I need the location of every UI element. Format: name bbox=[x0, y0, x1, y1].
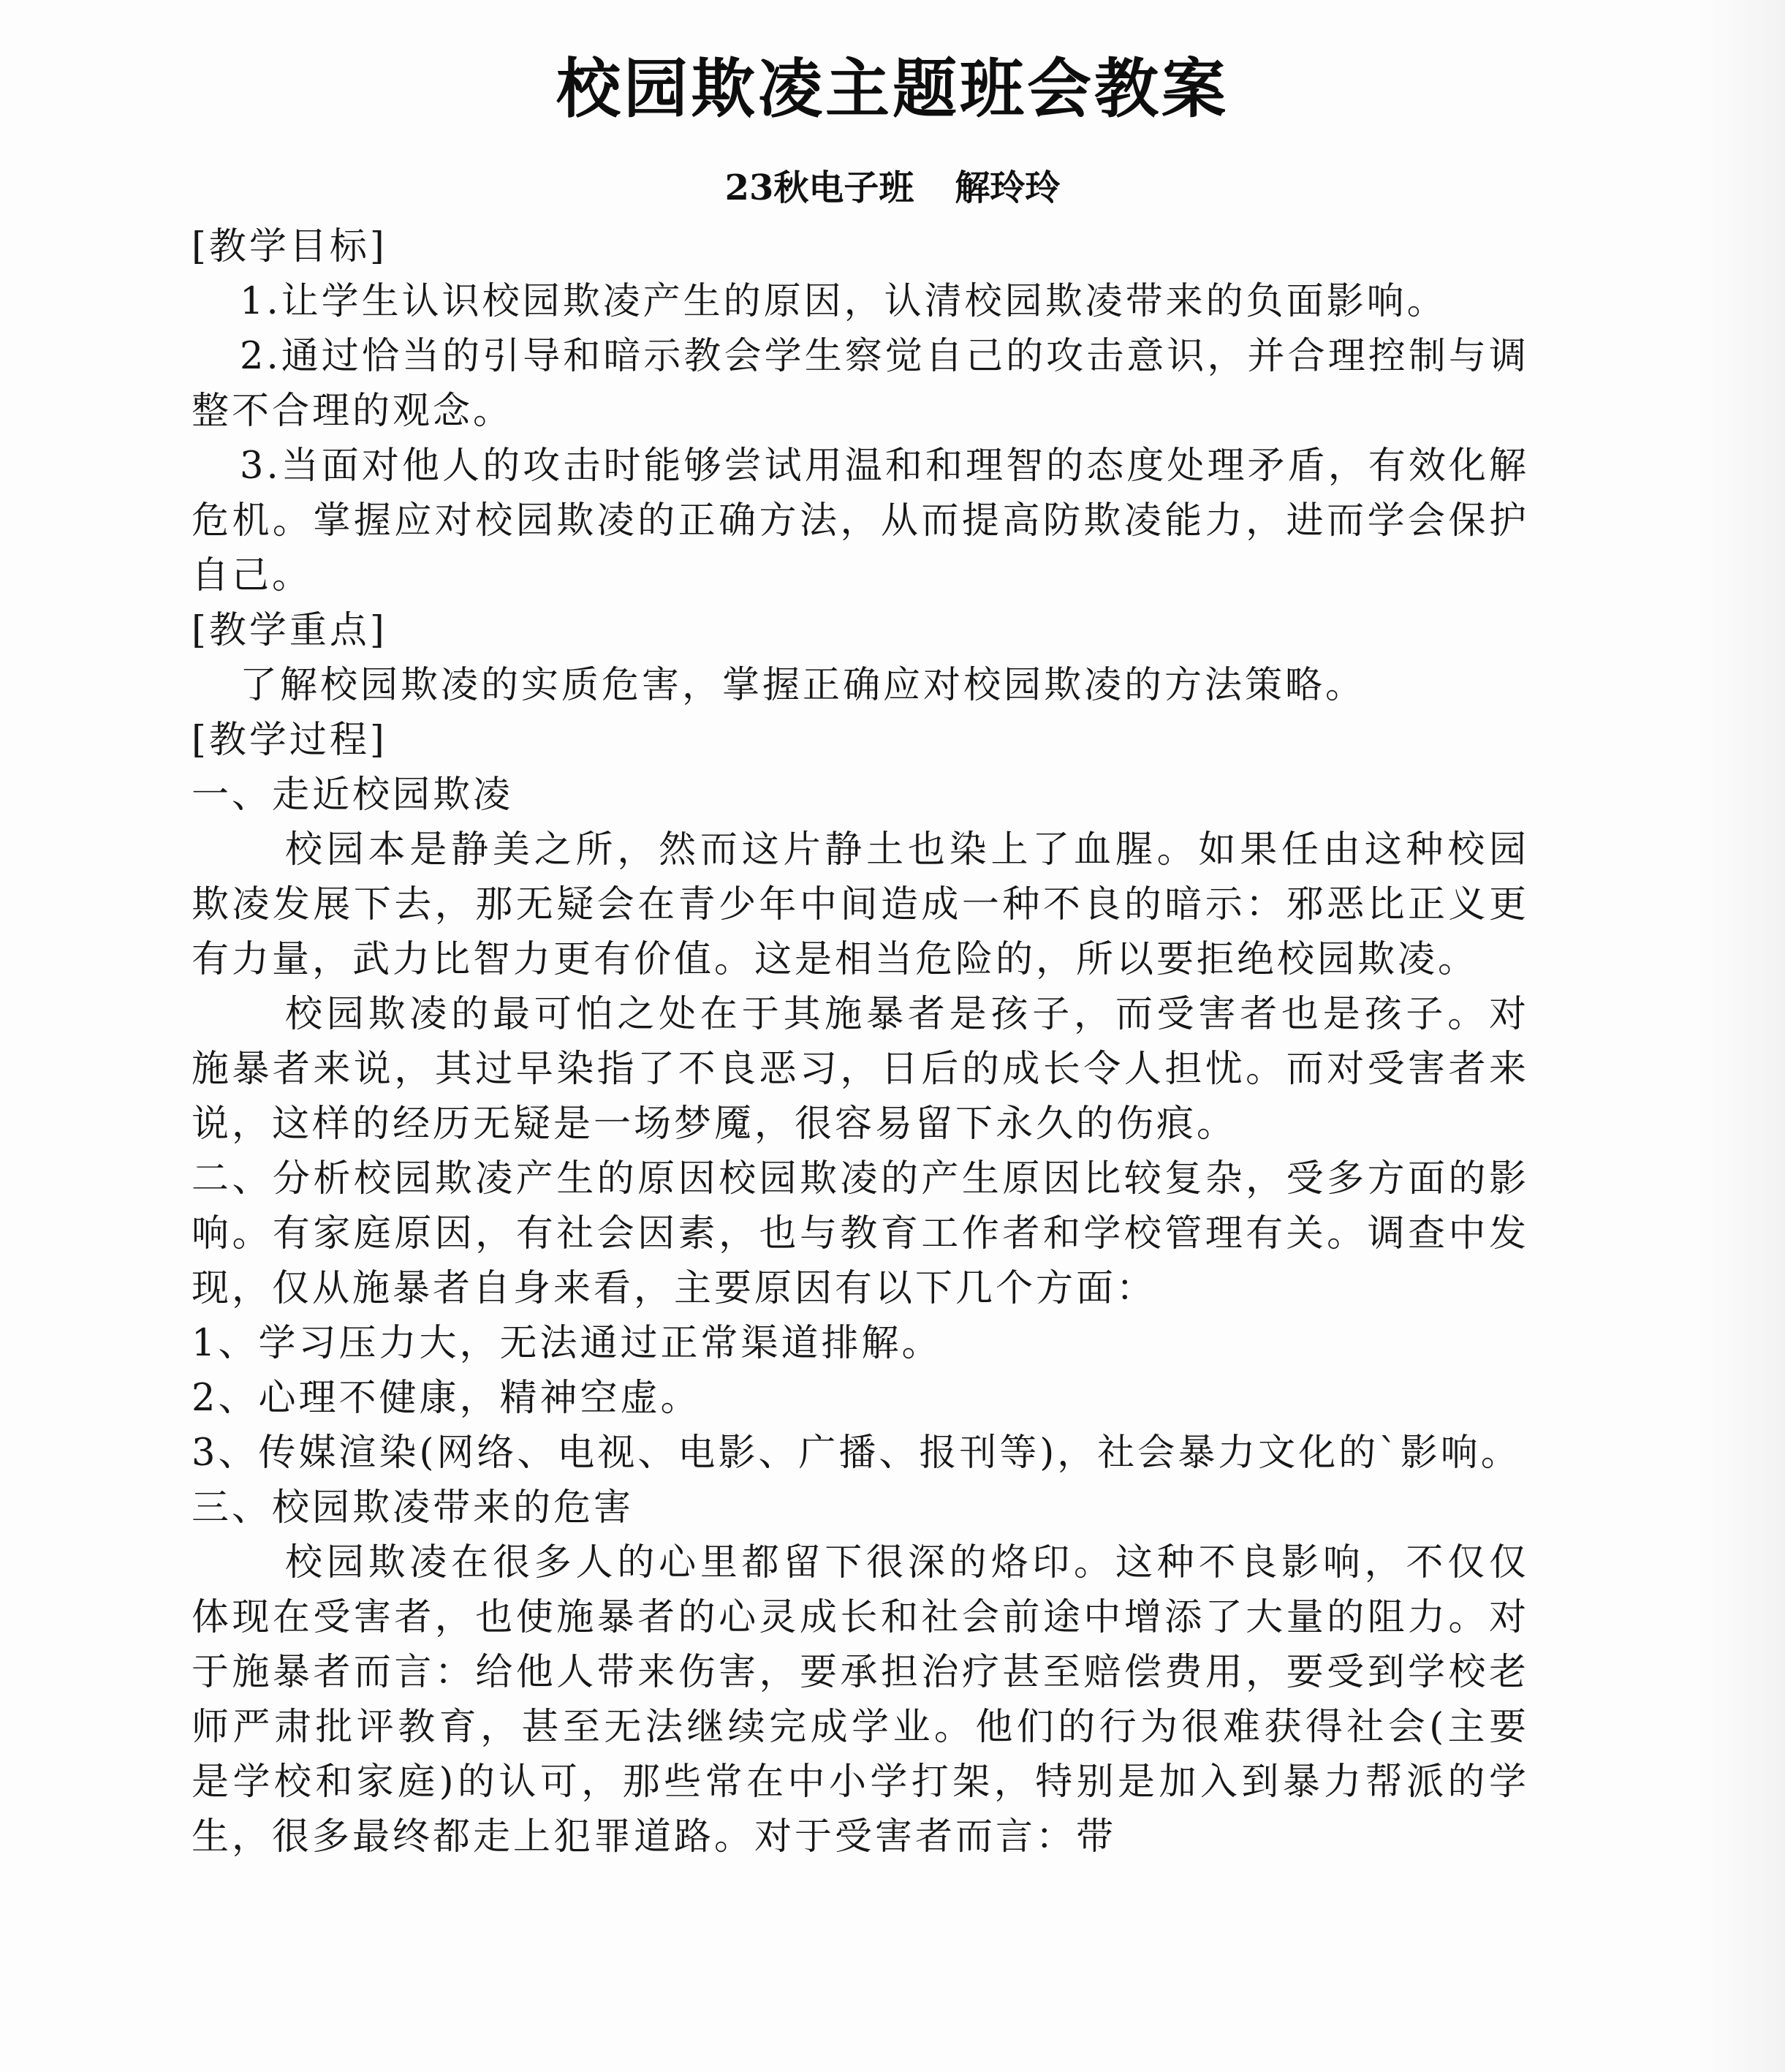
focus-text: 了解校园欺凌的实质危害，掌握正确应对校园欺凌的方法策略。 bbox=[240, 664, 1366, 707]
goal-2: 2.通过恰当的引导和暗示教会学生察觉自己的攻击意识，并合理控制与调整不合理的观念。 bbox=[192, 335, 1529, 433]
reason-3: 3、传媒渲染(网络、电视、电影、广播、报刊等)，社会暴力文化的`影响。 bbox=[192, 1432, 1521, 1475]
part1-paragraph-2: 校园欺凌的最可怕之处在于其施暴者是孩子，而受害者也是孩子。对施暴者来说，其过早染指了不良恶习，日后的成长令人担忧。而对受害者来说，这样的经历无疑是一场梦魇，很容易留下永久的伤痕。 bbox=[192, 993, 1529, 1146]
author-name: 解玲玲 bbox=[955, 167, 1061, 208]
focus-heading: [教学重点] bbox=[192, 609, 387, 652]
part1-paragraph-1: 校园本是静美之所，然而这片静土也染上了血腥。如果任由这种校园欺凌发展下去，那无疑会在青少年中间造成一种不良的暗示：邪恶比正义更有力量，武力比智力更有价值。这是相当危险的，所以要拒绝校园欺凌。 bbox=[192, 828, 1529, 981]
part3-heading: 三、校园欺凌带来的危害 bbox=[192, 1486, 634, 1530]
part3-paragraph-1: 校园欺凌在很多人的心里都留下很深的烙印。这种不良影响，不仅仅体现在受害者，也使施暴者的心灵成长和社会前途中增添了大量的阻力。对于施暴者而言：给他人带来伤害，要承担治疗甚至赔偿费用，要受到学校老师严肃批评教育，甚至无法继续完成学业。他们的行为很难获得社会(主要是学校和家庭)的认可，那些常在中小学打架，特别是加入到暴力帮派的学生，很多最终都走上犯罪道路。对于受害者而言：带 bbox=[192, 1541, 1529, 1859]
class-name: 23秋电子班 bbox=[724, 167, 914, 208]
goal-1: 1.让学生认识校园欺凌产生的原因，认清校园欺凌带来的负面影响。 bbox=[240, 280, 1447, 323]
document-body bbox=[192, 219, 1529, 1864]
process-heading: [教学过程] bbox=[192, 719, 387, 762]
part1-heading: 一、走近校园欺凌 bbox=[192, 774, 514, 817]
reason-1: 1、学习压力大，无法通过正常渠道排解。 bbox=[192, 1322, 942, 1365]
part2-text: 二、分析校园欺凌产生的原因校园欺凌的产生原因比较复杂，受多方面的影响。有家庭原因，有社会因素，也与教育工作者和学校管理有关。调查中发现，仅从施暴者自身来看，主要原因有以下几个方面： bbox=[192, 1157, 1529, 1310]
goals-heading: [教学目标] bbox=[192, 225, 387, 268]
page-edge-shadow bbox=[1697, 0, 1785, 2072]
document-title: 校园欺凌主题班会教案 bbox=[556, 51, 1229, 126]
byline bbox=[0, 159, 1785, 210]
reason-2: 2、心理不健康，精神空虚。 bbox=[192, 1377, 701, 1420]
goal-3: 3.当面对他人的攻击时能够尝试用温和和理智的态度处理矛盾，有效化解危机。掌握应对校园欺凌的正确方法，从而提高防欺凌能力，进而学会保护自己。 bbox=[192, 445, 1529, 597]
